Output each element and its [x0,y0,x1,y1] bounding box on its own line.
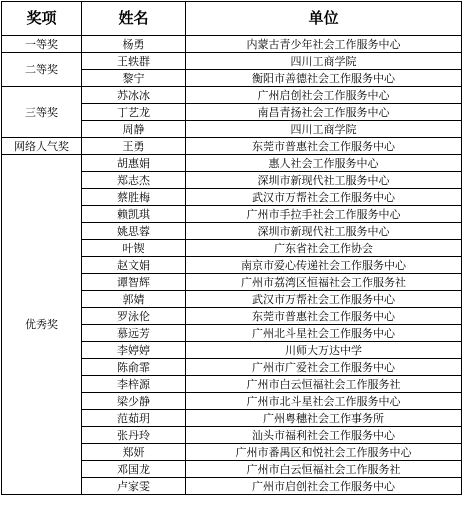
winner-name-cell: 杨勇 [82,36,186,53]
winner-name-cell: 张丹玲 [82,427,186,444]
winner-unit-cell: 广州市番禺区和悦社会工作服务中心 [186,444,462,461]
table-row [2,155,462,172]
winner-name-cell: 苏冰冰 [82,87,186,104]
winner-unit-cell: 南京市爱心传递社会工作服务中心 [186,257,462,274]
winner-unit-cell: 广州北斗星社会工作服务中心 [186,325,462,342]
winner-unit-cell: 四川工商学院 [186,121,462,138]
award-table-body [2,36,462,495]
winner-unit-cell: 广州市手拉手社会工作服务中心 [186,206,462,223]
winner-name-cell: 范茹玥 [82,410,186,427]
winner-name-cell: 赵文娟 [82,257,186,274]
winner-unit-cell: 广州市广爱社会工作服务中心 [186,359,462,376]
table-row [2,36,462,53]
table-row [2,138,462,155]
winner-unit-cell: 南昌青扬社会工作服务中心 [186,104,462,121]
winner-unit-cell: 衡阳市善德社会工作服务中心 [186,70,462,87]
winner-unit-cell: 武汉市万帮社会工作服务中心 [186,189,462,206]
winner-unit-cell: 四川工商学院 [186,53,462,70]
header-name: 姓名 [82,2,186,36]
winner-name-cell: 蔡胜梅 [82,189,186,206]
award-level-cell: 优秀奖 [2,155,82,495]
winner-unit-cell: 广州市启创社会工作服务中心 [186,478,462,495]
winner-unit-cell: 惠人社会工作服务中心 [186,155,462,172]
winner-unit-cell: 武汉市万帮社会工作服务中心 [186,291,462,308]
winner-unit-cell: 广州粤穗社会工作事务所 [186,410,462,427]
winner-unit-cell: 川师大万达中学 [186,342,462,359]
winner-name-cell: 黎宁 [82,70,186,87]
winner-unit-cell: 内蒙古青少年社会工作服务中心 [186,36,462,53]
award-level-cell: 二等奖 [2,53,82,87]
table-row [2,53,462,70]
award-winners-table [1,1,462,495]
winner-name-cell: 郑志杰 [82,172,186,189]
winner-name-cell: 谭智辉 [82,274,186,291]
winner-name-cell: 陈俞霏 [82,359,186,376]
winner-name-cell: 邓国龙 [82,461,186,478]
winner-name-cell: 郑妍 [82,444,186,461]
winner-unit-cell: 深圳市新现代社工服务中心 [186,223,462,240]
winner-unit-cell: 广东省社会工作协会 [186,240,462,257]
winner-name-cell: 卢家雯 [82,478,186,495]
winner-unit-cell: 广州市荔湾区恒福社会工作服务社 [186,274,462,291]
winner-name-cell: 李婷婷 [82,342,186,359]
header-unit: 单位 [186,2,462,36]
award-level-cell: 网络人气奖 [2,138,82,155]
winner-name-cell: 梁少静 [82,393,186,410]
winner-unit-cell: 东莞市普惠社会工作服务中心 [186,138,462,155]
winner-name-cell: 王轶群 [82,53,186,70]
winner-unit-cell: 深圳市新现代社工服务中心 [186,172,462,189]
award-level-cell: 三等奖 [2,87,82,138]
winner-name-cell: 赖凯琪 [82,206,186,223]
winner-name-cell: 李梓源 [82,376,186,393]
table-row [2,87,462,104]
winner-name-cell: 王勇 [82,138,186,155]
winner-unit-cell: 东莞市普惠社会工作服务中心 [186,308,462,325]
winner-unit-cell: 广州启创社会工作服务中心 [186,87,462,104]
winner-name-cell: 胡惠娟 [82,155,186,172]
winner-unit-cell: 广州市白云恒福社会工作服务社 [186,376,462,393]
winner-name-cell: 罗泳伦 [82,308,186,325]
winner-name-cell: 丁艺龙 [82,104,186,121]
header-award: 奖项 [2,2,82,36]
winner-unit-cell: 广州市北斗星社会工作服务中心 [186,393,462,410]
winner-name-cell: 姚思蓉 [82,223,186,240]
winner-name-cell: 叶锲 [82,240,186,257]
winner-name-cell: 慕远芳 [82,325,186,342]
header-row [2,2,462,36]
winner-name-cell: 郭婧 [82,291,186,308]
award-level-cell: 一等奖 [2,36,82,53]
winner-unit-cell: 汕头市福利社会工作服务中心 [186,427,462,444]
winner-unit-cell: 广州市白云恒福社会工作服务社 [186,461,462,478]
winner-name-cell: 周静 [82,121,186,138]
